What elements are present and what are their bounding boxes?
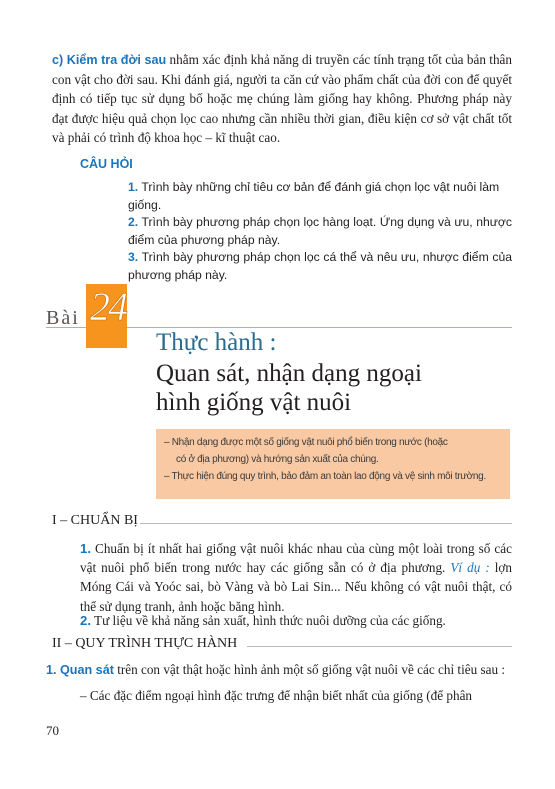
questions-heading: CÂU HỎI bbox=[80, 157, 133, 171]
part1-rule bbox=[140, 523, 512, 524]
question-item bbox=[128, 249, 512, 284]
lesson-title-line1: Thực hành : bbox=[156, 329, 277, 356]
question-text: Trình bày những chỉ tiêu cơ bản để đánh giá chọn lọc vật nuôi làm giống. bbox=[128, 180, 500, 212]
questions-list bbox=[128, 179, 512, 284]
lesson-title-line2: Quan sát, nhận dạng ngoại bbox=[156, 360, 422, 387]
question-text: Trình bày phương pháp chọn lọc hàng loạt. Ứng dụng và ưu, nhược điểm của phương pháp này. bbox=[128, 215, 512, 247]
part2-step1 bbox=[46, 660, 512, 680]
objective-line: – Thực hiện đúng quy trình, bảo đảm an toàn lao động và vệ sinh môi trường. bbox=[164, 471, 486, 482]
page-number: 70 bbox=[46, 723, 59, 738]
objectives-box bbox=[156, 429, 510, 499]
part1-item1-text-a: Chuẩn bị ít nhất hai giống vật nuôi khác nhau của cùng một loài trong số các vật nuôi phổ biến trong nước hay các giống sẵn có ở địa phương. bbox=[80, 541, 512, 576]
question-number: 3. bbox=[128, 250, 139, 264]
lesson-title-line3: hình giống vật nuôi bbox=[156, 389, 352, 416]
question-item bbox=[128, 214, 512, 249]
question-text: Trình bày phương pháp chọn lọc cá thể và nêu ưu, nhược điểm của phương pháp này. bbox=[128, 250, 512, 282]
section-c-text: nhằm xác định khả năng di truyền các tính trạng tốt của bản thân con vật cho đời sau. Khi đánh giá, người ta căn cứ vào phẩm chất của đời con để quyết định có tiếp tục sử dụng bố hoặc mẹ chúng làm giống hay không. Phương pháp này đạt được hiệu quả chọn lọc cao nhưng cần nhiều thời gian, điều kiện cơ sở vật chất tốt và phải có trình độ khoa học – kĩ thuật cao. bbox=[52, 52, 512, 145]
part2-step1-text: trên con vật thật hoặc hình ảnh một số giống vật nuôi về các chỉ tiêu sau : bbox=[113, 662, 506, 677]
part1-item1-example: Ví dụ : bbox=[450, 560, 490, 576]
part2-heading: II – QUY TRÌNH THỰC HÀNH bbox=[52, 636, 238, 651]
part1-item1 bbox=[80, 539, 512, 616]
question-number: 2. bbox=[128, 215, 139, 229]
question-item bbox=[128, 179, 512, 214]
part1-item2 bbox=[80, 611, 512, 630]
lesson-number: 24 bbox=[90, 284, 126, 329]
objective-line: – Nhận dạng được một số giống vật nuôi phổ biến trong nước (hoặc bbox=[164, 437, 448, 448]
lesson-word: Bài bbox=[46, 307, 80, 329]
part1-item2-text: Tư liệu về khả năng sản xuất, hình thức nuôi dưỡng của các giống. bbox=[91, 613, 446, 628]
part1-item1-number: 1. bbox=[80, 541, 91, 556]
objective-line: có ở địa phương) và hướng sản xuất của chúng. bbox=[176, 454, 379, 465]
part1-item1-text-b: lợn Móng Cái và Yoóc sai, bò Vàng và bò Lai Sin... Nếu không có vật nuôi thật, có thể sử dụng tranh, ảnh hoặc băng hình. bbox=[80, 560, 512, 614]
part2-step1-sub: – Các đặc điểm ngoại hình đặc trưng để nhận biết nhất của giống (để phân bbox=[80, 688, 473, 703]
part2-step1-label: 1. Quan sát bbox=[46, 663, 114, 677]
part1-item2-number: 2. bbox=[80, 613, 91, 628]
section-c-label: c) Kiểm tra đời sau bbox=[52, 53, 167, 67]
part1-heading: I – CHUẨN BỊ bbox=[52, 513, 138, 528]
part2-rule bbox=[247, 646, 512, 647]
section-c-paragraph bbox=[52, 50, 512, 147]
question-number: 1. bbox=[128, 180, 139, 194]
